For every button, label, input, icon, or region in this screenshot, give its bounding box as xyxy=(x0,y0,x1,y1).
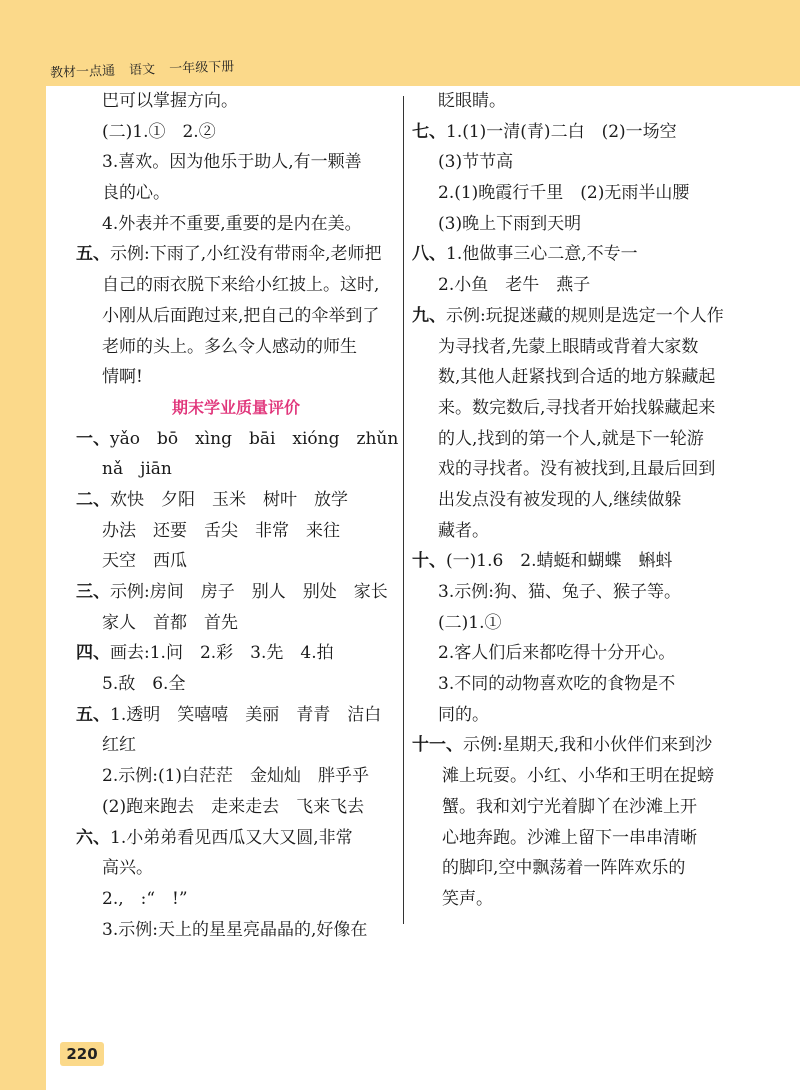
answer-line xyxy=(412,424,732,455)
answer-line xyxy=(412,516,732,547)
answer-line xyxy=(76,884,396,915)
question-number: 十、 xyxy=(412,551,446,572)
answer-text: 3.示例:狗、猫、兔子、猴子等。 xyxy=(438,582,681,602)
answer-text: 出发点没有被发现的人,继续做躲 xyxy=(438,489,682,510)
answer-line xyxy=(412,454,732,485)
answer-line xyxy=(76,209,396,240)
side-decorative-band xyxy=(0,0,46,1090)
question-number: 五、 xyxy=(76,244,110,265)
answer-text: 的人,找到的第一个人,就是下一轮游 xyxy=(438,428,704,449)
answer-line xyxy=(412,209,732,240)
answer-line xyxy=(412,301,732,332)
answer-line xyxy=(412,761,732,792)
answer-text: 1.(1)一清(青)二白 (2)一场空 xyxy=(446,121,677,142)
answer-text: 5.敌 6.全 xyxy=(102,674,186,695)
answer-text: 高兴。 xyxy=(102,858,153,879)
page-number: 220 xyxy=(60,1042,104,1066)
answer-text: 戏的寻找者。没有被找到,且最后回到 xyxy=(438,459,716,480)
answer-text: 的脚印,空中飘荡着一阵阵欢乐的 xyxy=(442,858,686,879)
question-number: 四、 xyxy=(76,643,110,664)
answer-line xyxy=(76,301,396,332)
answer-text: 巴可以掌握方向。 xyxy=(102,91,238,111)
question-number: 十一、 xyxy=(412,735,463,756)
answer-line xyxy=(412,332,732,363)
answer-text: (3)晚上下雨到天明 xyxy=(438,213,582,234)
answer-text: 天空 西瓜 xyxy=(102,551,187,572)
answer-text: 藏者。 xyxy=(438,520,489,541)
answer-text: 示例:玩捉迷藏的规则是选定一个人作 xyxy=(446,305,724,326)
answer-text: 2., :“ !” xyxy=(102,888,188,909)
answer-line xyxy=(76,454,396,485)
answer-line xyxy=(76,117,396,148)
answer-column-left xyxy=(76,86,399,945)
answer-text: 眨眼睛。 xyxy=(438,91,506,111)
question-number: 五、 xyxy=(76,704,110,725)
answer-line xyxy=(76,270,396,301)
answer-line xyxy=(76,915,396,946)
question-number: 二、 xyxy=(76,489,110,510)
answer-line xyxy=(412,823,732,854)
answer-line xyxy=(76,86,396,117)
answer-line xyxy=(412,546,732,577)
answer-line xyxy=(76,546,396,577)
answer-line xyxy=(412,730,732,761)
answer-text: 情啊! xyxy=(102,367,143,388)
answer-text: 自己的雨衣脱下来给小红披上。这时, xyxy=(102,275,380,296)
answer-line xyxy=(76,362,396,393)
answer-text: 1.透明 笑嘻嘻 美丽 青青 洁白 xyxy=(110,704,382,725)
answer-line xyxy=(76,239,396,270)
answer-line xyxy=(412,270,732,301)
answer-text: (二)1.① xyxy=(438,612,502,633)
answer-line xyxy=(412,608,732,639)
answer-line xyxy=(76,516,396,547)
answer-line xyxy=(412,178,732,209)
answer-text: 欢快 夕阳 玉米 树叶 放学 xyxy=(110,489,348,510)
answer-text: (二)1.① 2.② xyxy=(102,121,216,142)
question-number: 六、 xyxy=(76,827,110,848)
answer-text: 3.不同的动物喜欢吃的食物是不 xyxy=(438,674,676,695)
column-divider xyxy=(403,96,404,924)
question-number: 一、 xyxy=(76,428,110,449)
answer-line xyxy=(412,239,732,270)
section-title-text: 期末学业质量评价 xyxy=(171,397,300,417)
question-number: 七、 xyxy=(412,121,446,142)
answer-line xyxy=(76,577,396,608)
answer-line xyxy=(412,393,732,424)
header-subject: 语文 xyxy=(128,62,156,79)
answer-line xyxy=(412,577,732,608)
answer-text: 滩上玩耍。小红、小华和王明在捉螃 xyxy=(442,766,714,787)
answer-line xyxy=(76,332,396,363)
answer-line xyxy=(76,730,396,761)
answer-line xyxy=(412,638,732,669)
answer-text: 3.喜欢。因为他乐于助人,有一颗善 xyxy=(102,152,362,173)
answer-text: 画去:1.问 2.彩 3.先 4.拍 xyxy=(110,643,334,664)
answer-text: 1.他做事三心二意,不专一 xyxy=(446,244,638,265)
answer-line xyxy=(76,638,396,669)
answer-line xyxy=(76,700,396,731)
answer-line xyxy=(412,485,732,516)
answer-text: 笑声。 xyxy=(442,888,493,909)
answer-text: 来。数完数后,寻找者开始找躲藏起来 xyxy=(438,397,716,418)
section-title xyxy=(76,393,396,424)
answer-text: 小刚从后面跑过来,把自己的伞举到了 xyxy=(102,305,380,326)
question-number: 九、 xyxy=(412,305,446,326)
answer-line xyxy=(412,669,732,700)
answer-text: (2)跑来跑去 走来走去 飞来飞去 xyxy=(102,796,365,817)
answer-text: 心地奔跑。沙滩上留下一串串清晰 xyxy=(442,827,697,848)
answer-line xyxy=(412,792,732,823)
answer-text: 蟹。我和刘宁光着脚丫在沙滩上开 xyxy=(442,796,697,817)
answer-line xyxy=(76,608,396,639)
answer-line xyxy=(76,853,396,884)
answer-text: 2.客人们后来都吃得十分开心。 xyxy=(438,643,676,664)
answer-line xyxy=(76,823,396,854)
answer-line xyxy=(412,884,732,915)
answer-text: (3)节节高 xyxy=(438,152,514,173)
answer-text: 数,其他人赶紧找到合适的地方躲藏起 xyxy=(438,367,716,388)
answer-text: 2.(1)晚霞行千里 (2)无雨半山腰 xyxy=(438,183,690,204)
answer-line xyxy=(412,853,732,884)
answer-text: 红红 xyxy=(102,735,136,756)
answer-line xyxy=(76,485,396,516)
answer-line xyxy=(76,669,396,700)
answer-text: 3.示例:天上的星星亮晶晶的,好像在 xyxy=(102,919,368,940)
question-number: 三、 xyxy=(76,582,110,602)
answer-text: 同的。 xyxy=(438,704,489,725)
answer-text: 2.示例:(1)白茫茫 金灿灿 胖乎乎 xyxy=(102,766,370,787)
answer-line xyxy=(412,362,732,393)
answer-text: 示例:星期天,我和小伙伴们来到沙 xyxy=(463,735,713,756)
header-series: 教材一点通 xyxy=(49,63,116,81)
answer-line xyxy=(76,761,396,792)
answer-line xyxy=(76,792,396,823)
answer-line xyxy=(412,147,732,178)
answer-text: 为寻找者,先蒙上眼睛或背着大家数 xyxy=(438,336,699,357)
header-grade: 一年级下册 xyxy=(169,59,235,77)
answer-text: 4.外表并不重要,重要的是内在美。 xyxy=(102,213,362,234)
answer-line xyxy=(76,147,396,178)
answer-line xyxy=(412,700,732,731)
answer-line xyxy=(412,117,732,148)
answer-text: 良的心。 xyxy=(102,183,170,204)
question-number: 八、 xyxy=(412,244,446,265)
answer-text: 1.小弟弟看见西瓜又大又圆,非常 xyxy=(110,827,353,848)
answer-text: 老师的头上。多么令人感动的师生 xyxy=(102,336,357,357)
answer-text: yǎo bō xìng bāi xióng zhǔn xyxy=(110,428,399,449)
answer-text: 示例:房间 房子 别人 别处 家长 xyxy=(110,582,388,602)
answer-line xyxy=(412,86,732,117)
answer-text: 2.小鱼 老牛 燕子 xyxy=(438,275,591,296)
answer-column-right xyxy=(412,86,732,915)
answer-text: 办法 还要 舌尖 非常 来往 xyxy=(102,520,340,541)
answer-line xyxy=(76,424,399,455)
answer-line xyxy=(76,178,396,209)
answer-text: nǎ jiān xyxy=(102,459,172,480)
answer-text: 示例:下雨了,小红没有带雨伞,老师把 xyxy=(110,244,382,265)
answer-text: 家人 首都 首先 xyxy=(102,612,238,633)
answer-text: (一)1.6 2.蜻蜓和蝴蝶 蝌蚪 xyxy=(446,551,673,572)
